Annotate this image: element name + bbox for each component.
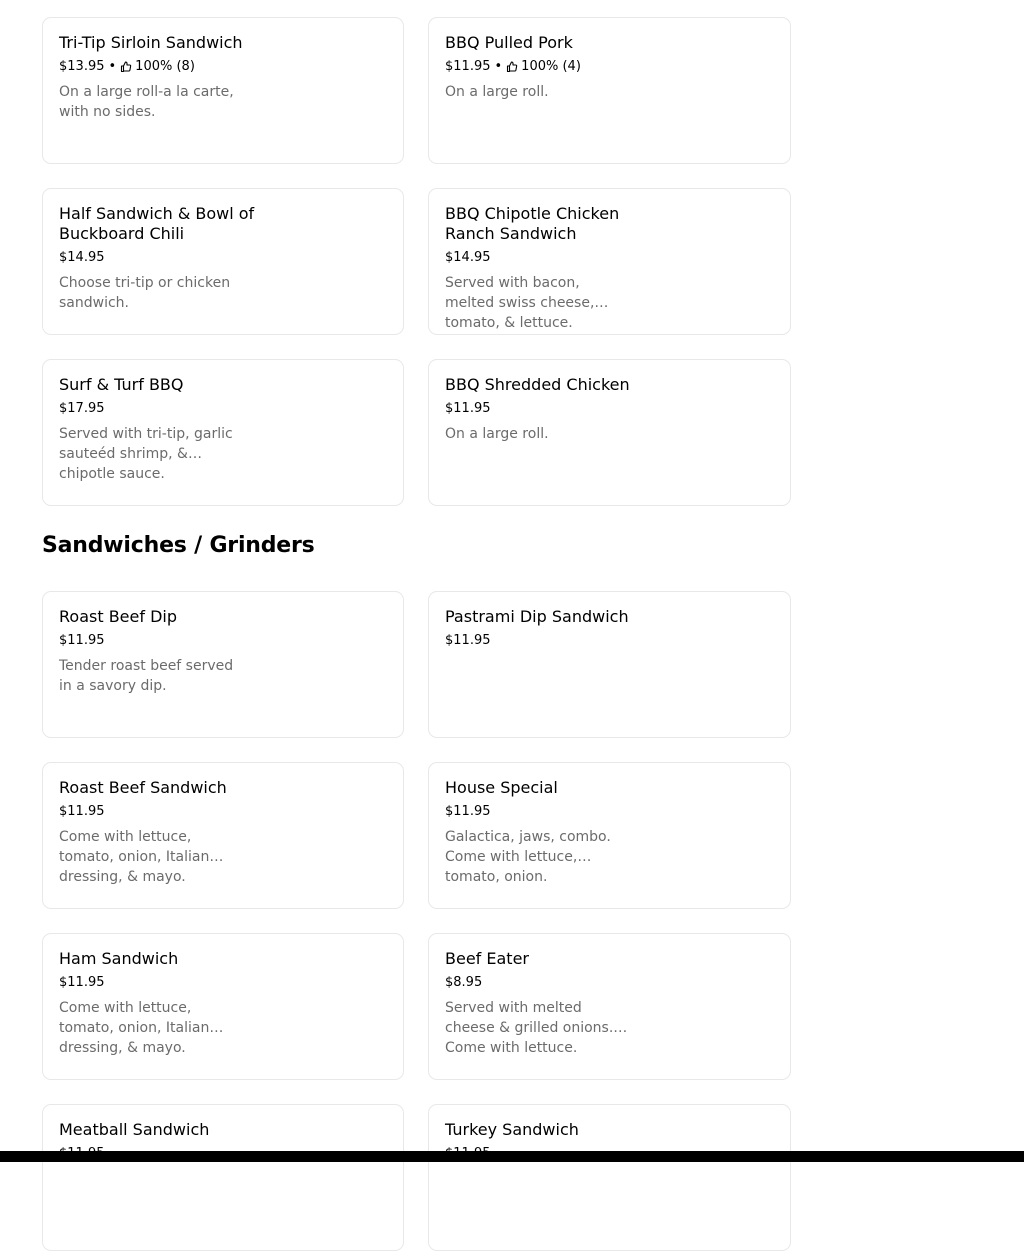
separator-dot: •: [108, 59, 117, 74]
menu-item-text: [445, 33, 645, 102]
menu-item-name: Pastrami Dip Sandwich: [445, 607, 629, 626]
menu-item-name: Beef Eater: [445, 949, 529, 968]
menu-item-name: BBQ Shredded Chicken: [445, 375, 630, 394]
menu-item-price: $11.95: [445, 804, 491, 819]
menu-item-card[interactable]: [42, 188, 404, 335]
menu-item-description: Tender roast beef served in a savory dip.: [59, 658, 234, 694]
menu-item-name: Roast Beef Dip: [59, 607, 177, 626]
menu-item-price: $8.95: [445, 975, 483, 990]
menu-item-card[interactable]: [42, 359, 404, 506]
menu-item-text: [445, 204, 645, 331]
menu-item-card[interactable]: [42, 1104, 404, 1251]
menu-item-text: [59, 778, 259, 885]
menu-item-meta: [445, 803, 645, 821]
menu-item-name: Turkey Sandwich: [445, 1120, 579, 1139]
menu-item-name: Ham Sandwich: [59, 949, 179, 968]
menu-item-price: $14.95: [445, 250, 491, 265]
menu-item-meta: [59, 803, 259, 821]
menu-item-description: Come with lettuce, tomato, onion, Italian dressing, & mayo.: [59, 1000, 210, 1056]
section-heading: Sandwiches / Grinders: [42, 533, 315, 558]
separator-dot: •: [494, 59, 503, 74]
menu-item-card[interactable]: [42, 762, 404, 909]
menu-item-price: $13.95: [59, 59, 105, 74]
menu-item-meta: [445, 974, 645, 992]
menu-item-price: $14.95: [59, 250, 105, 265]
menu-item-text: [59, 949, 259, 1056]
menu-item-price: $11.95: [59, 633, 105, 648]
menu-item-text: [59, 607, 259, 696]
menu-item-description: Served with bacon, melted swiss cheese, tomato, & lettuce.: [445, 275, 595, 331]
menu-item-price: $17.95: [59, 401, 105, 416]
menu-item-text: [445, 375, 645, 444]
menu-item-price: $11.95: [445, 401, 491, 416]
menu-item-meta: [445, 400, 645, 418]
menu-item-name: Surf & Turf BBQ: [59, 375, 184, 394]
thumbs-up-icon: [120, 61, 132, 73]
menu-item-meta: [59, 974, 259, 992]
menu-item-text: [59, 33, 259, 122]
menu-item-description: Choose tri-tip or chicken sandwich.: [59, 275, 231, 311]
menu-item-meta: [59, 249, 259, 267]
menu-item-rating: 100% (8): [135, 59, 195, 74]
menu-item-description: On a large roll-a la carte, with no sides.: [59, 84, 234, 120]
menu-item-card[interactable]: [428, 17, 791, 164]
menu-item-meta: [445, 632, 645, 650]
menu-item-card[interactable]: [42, 591, 404, 738]
menu-item-meta: [445, 58, 645, 76]
menu-item-name: Roast Beef Sandwich: [59, 778, 227, 797]
menu-item-description: On a large roll.: [445, 84, 549, 100]
menu-item-description: Come with lettuce, tomato, onion, Italian dressing, & mayo.: [59, 829, 210, 885]
menu-item-description: Served with tri-tip, garlic sauteéd shrimp, & chipotle sauce.: [59, 426, 233, 482]
menu-item-card[interactable]: [42, 933, 404, 1080]
menu-item-card[interactable]: [428, 1104, 791, 1251]
menu-item-name: BBQ Pulled Pork: [445, 33, 573, 52]
menu-item-meta: [59, 400, 259, 418]
menu-item-text: [445, 607, 645, 650]
menu-item-text: [59, 204, 259, 313]
menu-item-meta: [59, 58, 259, 76]
menu-item-card[interactable]: [428, 933, 791, 1080]
menu-item-meta: [59, 632, 259, 650]
menu-item-card[interactable]: [42, 17, 404, 164]
menu-item-card[interactable]: [428, 762, 791, 909]
menu-item-name: BBQ Chipotle Chicken Ranch Sandwich: [445, 204, 620, 243]
menu-item-text: [445, 949, 645, 1056]
menu-item-card[interactable]: [428, 188, 791, 335]
bottom-bar: [0, 1151, 1024, 1162]
menu-item-name: House Special: [445, 778, 558, 797]
menu-area: [42, 0, 791, 1251]
menu-item-name: Meatball Sandwich: [59, 1120, 210, 1139]
menu-item-text: [445, 778, 645, 885]
menu-item-price: $11.95: [445, 633, 491, 648]
menu-item-name: Half Sandwich & Bowl of Buckboard Chili: [59, 204, 255, 243]
menu-item-description: Served with melted cheese & grilled onions. Come with lettuce.: [445, 1000, 614, 1056]
menu-item-card[interactable]: [428, 591, 791, 738]
menu-item-name: Tri-Tip Sirloin Sandwich: [59, 33, 243, 52]
menu-item-rating: 100% (4): [521, 59, 581, 74]
menu-section-bbq: [42, 17, 791, 506]
menu-item-description: On a large roll.: [445, 426, 549, 442]
menu-item-meta: [445, 249, 645, 267]
menu-item-price: $11.95: [59, 804, 105, 819]
menu-item-text: [59, 375, 259, 482]
menu-item-price: $11.95: [445, 59, 491, 74]
thumbs-up-icon: [506, 61, 518, 73]
menu-item-price: $11.95: [59, 975, 105, 990]
menu-item-description: Galactica, jaws, combo. Come with lettuce, tomato, onion.: [445, 829, 611, 885]
menu-item-card[interactable]: [428, 359, 791, 506]
